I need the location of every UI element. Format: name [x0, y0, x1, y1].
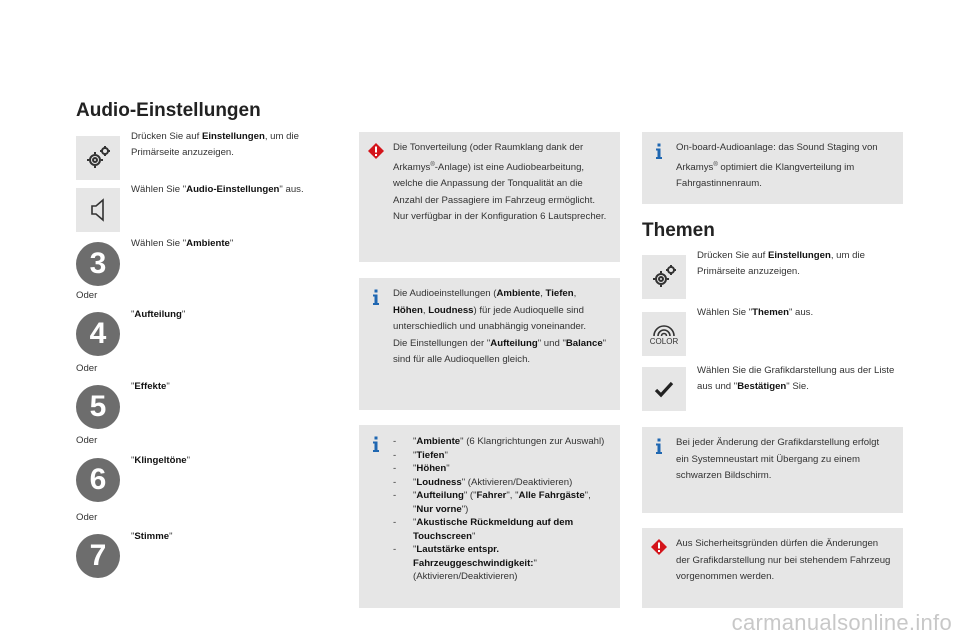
- step-1-text: Drücken Sie auf Einstellungen, um die Primärseite anzuzeigen.: [131, 131, 299, 158]
- step-number-badge: 7: [76, 534, 120, 578]
- themen-step-3-text: Wählen Sie die Grafikdarstellung aus der Liste aus und "Bestätigen" Sie.: [697, 365, 895, 392]
- warning-icon: [650, 538, 668, 556]
- step-3-number: [76, 242, 120, 286]
- gear-icon: [83, 143, 113, 173]
- section-title-audio: Audio-Einstellungen: [76, 100, 261, 121]
- info-note-restart: Bei jeder Änderung der Grafikdarstellung erfolgt ein Systemneustart mit Übergang zu einem schwarzen Bildschirm.: [642, 427, 903, 513]
- list-item: - "Akustische Rückmeldung auf dem Touchscreen": [393, 516, 610, 543]
- step-number-badge: 5: [76, 385, 120, 429]
- step-3-text: Wählen Sie "Ambiente": [131, 238, 234, 249]
- oder-label: Oder: [76, 363, 98, 374]
- section-title-themen: Themen: [642, 220, 715, 241]
- checkmark-icon: [653, 378, 675, 400]
- oder-label: Oder: [76, 512, 98, 523]
- warning-note-sound-distribution: Die Tonverteilung (oder Raumklang dank der Arkamys®-Anlage) ist eine Audiobearbeitung, welche die Anpassung der Tonqualität an die Anzahl der Passagiere im Fahrzeug ermöglicht. Nur verfügbar in der Konfiguration 6 Lautsprecher.: [359, 132, 620, 262]
- list-item: - "Höhen": [393, 462, 610, 476]
- list-item: - "Ambiente" (6 Klangrichtungen zur Auswahl): [393, 435, 610, 449]
- step-6-text: "Klingeltöne": [131, 455, 191, 466]
- info-note-audio-settings: Die Audioeinstellungen (Ambiente, Tiefen, Höhen, Loudness) für jede Audioquelle sind unterschiedlich und unabhängig voneinander. Die Einstellungen der "Aufteilung" und "Balance" sind für alle Audioquellen gleich.: [359, 278, 620, 410]
- step-5-text: "Effekte": [131, 381, 170, 392]
- warning-icon: [367, 142, 385, 160]
- step-5-number: [76, 385, 120, 429]
- watermark: carmanualsonline.info: [731, 610, 952, 635]
- warning-note-safety: Aus Sicherheitsgründen dürfen die Änderungen der Grafikdarstellung nur bei stehendem Fahrzeug vorgenommen werden.: [642, 528, 903, 608]
- list-item: - "Tiefen": [393, 449, 610, 463]
- info-icon: [650, 437, 668, 455]
- audio-settings-step-icon: [76, 188, 120, 232]
- list-item: - "Loudness" (Aktivieren/Deaktivieren): [393, 476, 610, 490]
- step-number-badge: 4: [76, 312, 120, 356]
- oder-label: Oder: [76, 435, 98, 446]
- themen-step-1-text: Drücken Sie auf Einstellungen, um die Primärseite anzuzeigen.: [697, 250, 865, 277]
- info-icon: [367, 435, 385, 453]
- info-icon: [650, 142, 668, 160]
- themen-step-icon: [642, 312, 686, 356]
- themen-step-2-text: Wählen Sie "Themen" aus.: [697, 307, 814, 318]
- info-note-settings-list: [359, 425, 620, 608]
- info-note-arkamys: On-board-Audioanlage: das Sound Staging von Arkamys® optimiert die Klangverteilung im Fahrgastinnenraum.: [642, 132, 903, 204]
- step-number-badge: 3: [76, 242, 120, 286]
- settings-step-icon: [76, 136, 120, 180]
- info-icon: [367, 288, 385, 306]
- color-label: COLOR: [649, 336, 679, 346]
- step-number-badge: 6: [76, 458, 120, 502]
- speaker-icon: [83, 195, 113, 225]
- list-item: - "Aufteilung" ("Fahrer", "Alle Fahrgäste", "Nur vorne"): [393, 489, 610, 516]
- gear-icon: [649, 262, 679, 292]
- step-2-text: Wählen Sie "Audio-Einstellungen" aus.: [131, 184, 304, 195]
- step-7-text: "Stimme": [131, 531, 173, 542]
- themen-settings-step-icon: [642, 255, 686, 299]
- step-7-number: [76, 534, 120, 578]
- color-theme-icon: [650, 323, 678, 337]
- list-item: - "Lautstärke entspr. Fahrzeuggeschwindigkeit:" (Aktivieren/Deaktivieren): [393, 543, 610, 584]
- step-4-text: "Aufteilung": [131, 309, 186, 320]
- confirm-step-icon: [642, 367, 686, 411]
- step-4-number: [76, 312, 120, 356]
- step-6-number: [76, 458, 120, 502]
- oder-label: Oder: [76, 290, 98, 301]
